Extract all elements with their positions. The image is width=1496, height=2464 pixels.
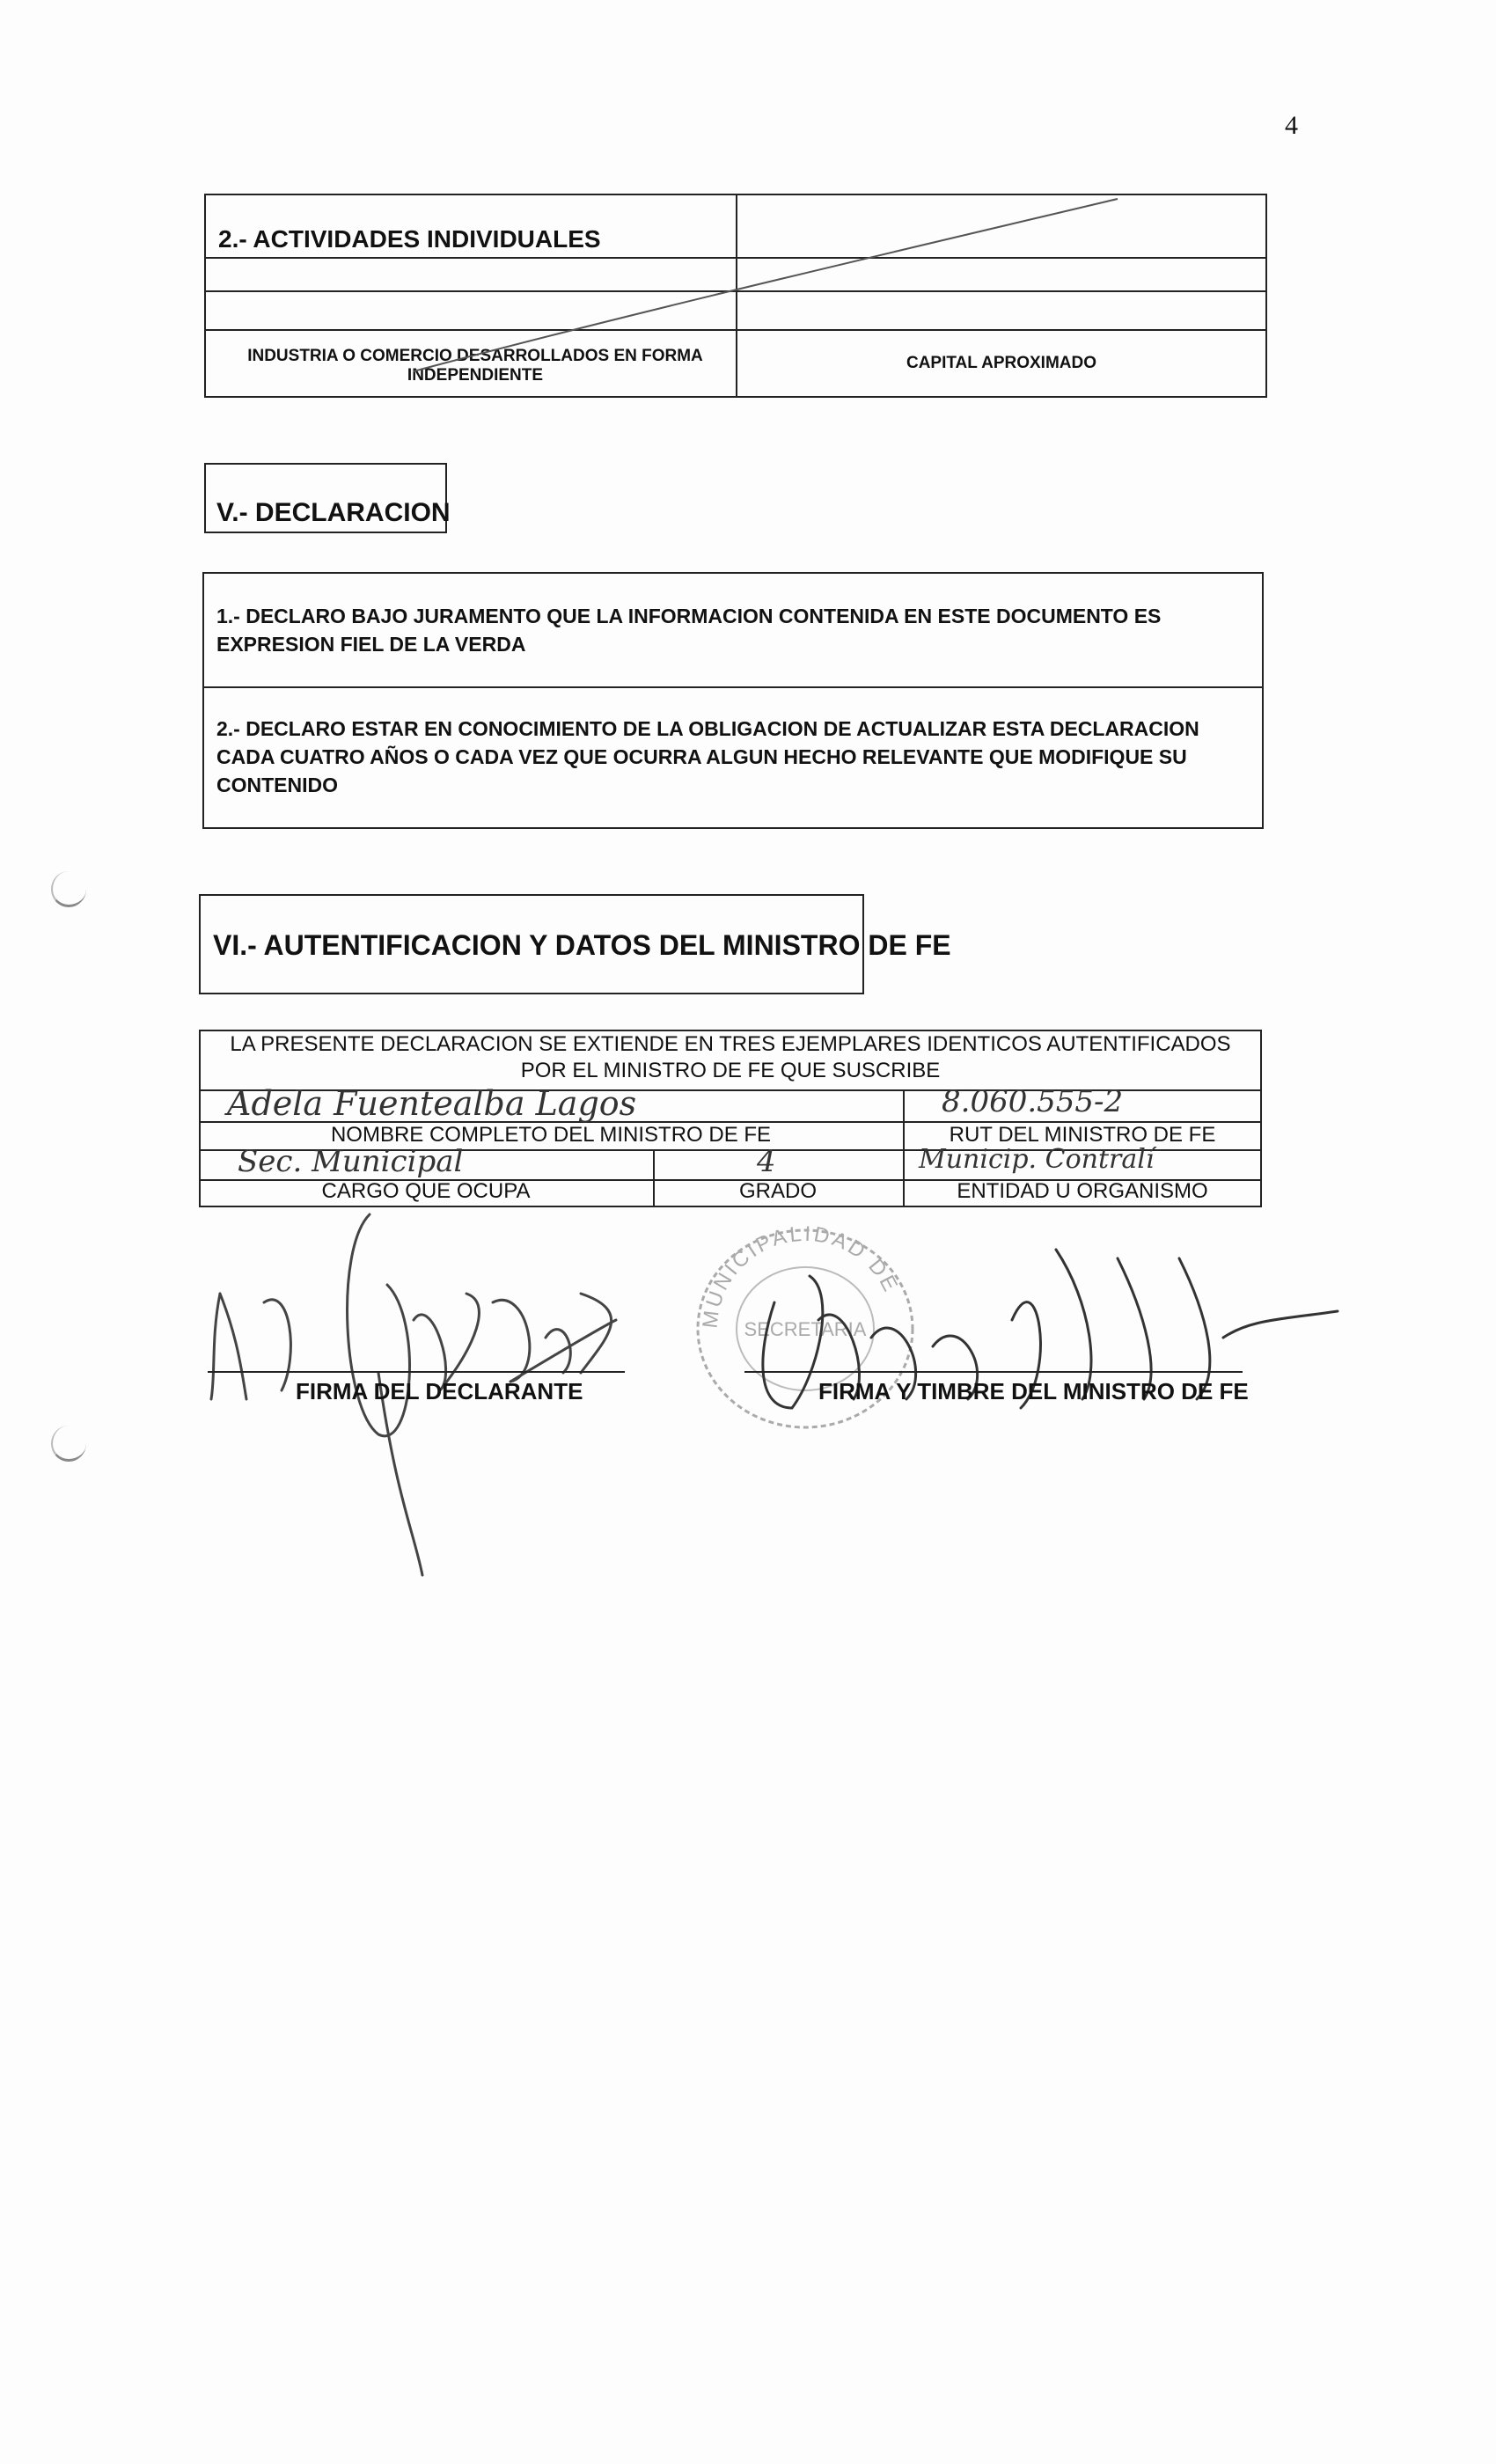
- minister-rut-label: RUT DEL MINISTRO DE FE: [949, 1123, 1216, 1147]
- punch-hole-top: [51, 871, 86, 907]
- cargo-value: Sec. Municipal: [238, 1144, 464, 1179]
- cargo-label: CARGO QUE OCUPA: [321, 1179, 531, 1203]
- industry-commerce-label: INDUSTRIA O COMERCIO DESARROLLADOS EN FORMA INDEPENDIENTE: [247, 347, 703, 385]
- section-v-title: V.- DECLARACION: [216, 498, 451, 527]
- authentication-intro: LA PRESENTE DECLARACION SE EXTIENDE EN TRES EJEMPLARES IDENTICOS AUTENTIFICADOS POR EL MINISTRO DE FE QUE SUSCRIBE: [230, 1032, 1231, 1082]
- entidad-label: ENTIDAD U ORGANISMO: [957, 1179, 1208, 1203]
- individual-activities-title: 2.- ACTIVIDADES INDIVIDUALES: [218, 225, 601, 253]
- approx-capital-label: CAPITAL APROXIMADO: [906, 354, 1097, 372]
- declarant-signature-label: FIRMA DEL DECLARANTE: [296, 1378, 583, 1404]
- grado-value: 4: [757, 1144, 776, 1179]
- minister-rut-value: 8.060.555-2: [942, 1084, 1124, 1119]
- svg-text:SECRETARIA: SECRETARIA: [744, 1318, 867, 1340]
- page-number: 4: [1285, 111, 1298, 140]
- punch-hole-bottom: [51, 1426, 86, 1462]
- declaration-item-2: 2.- DECLARO ESTAR EN CONOCIMIENTO DE LA OBLIGACION DE ACTUALIZAR ESTA DECLARACION CADA CUATRO AÑOS O CADA VEZ QUE OCURRA ALGUN HECHO RELEVANTE QUE MODIFIQUE SU CONTENIDO: [216, 717, 1199, 796]
- declaration-item-1: 1.- DECLARO BAJO JURAMENTO QUE LA INFORMACION CONTENIDA EN ESTE DOCUMENTO ES EXPRESION FIEL DE LA VERDA: [216, 605, 1162, 656]
- svg-text:MUNICIPALIDAD DE: MUNICIPALIDAD DE: [698, 1221, 904, 1330]
- section-vi-title: VI.- AUTENTIFICACION Y DATOS DEL MINISTRO DE FE: [213, 929, 951, 961]
- minister-signature-label: FIRMA Y TIMBRE DEL MINISTRO DE FE: [818, 1378, 1249, 1404]
- entidad-value: Municip. Contralí: [919, 1144, 1155, 1175]
- minister-name-label: NOMBRE COMPLETO DEL MINISTRO DE FE: [330, 1123, 772, 1147]
- minister-name-value: Adela Fuentealba Lagos: [227, 1084, 637, 1123]
- grado-label: GRADO: [738, 1179, 817, 1203]
